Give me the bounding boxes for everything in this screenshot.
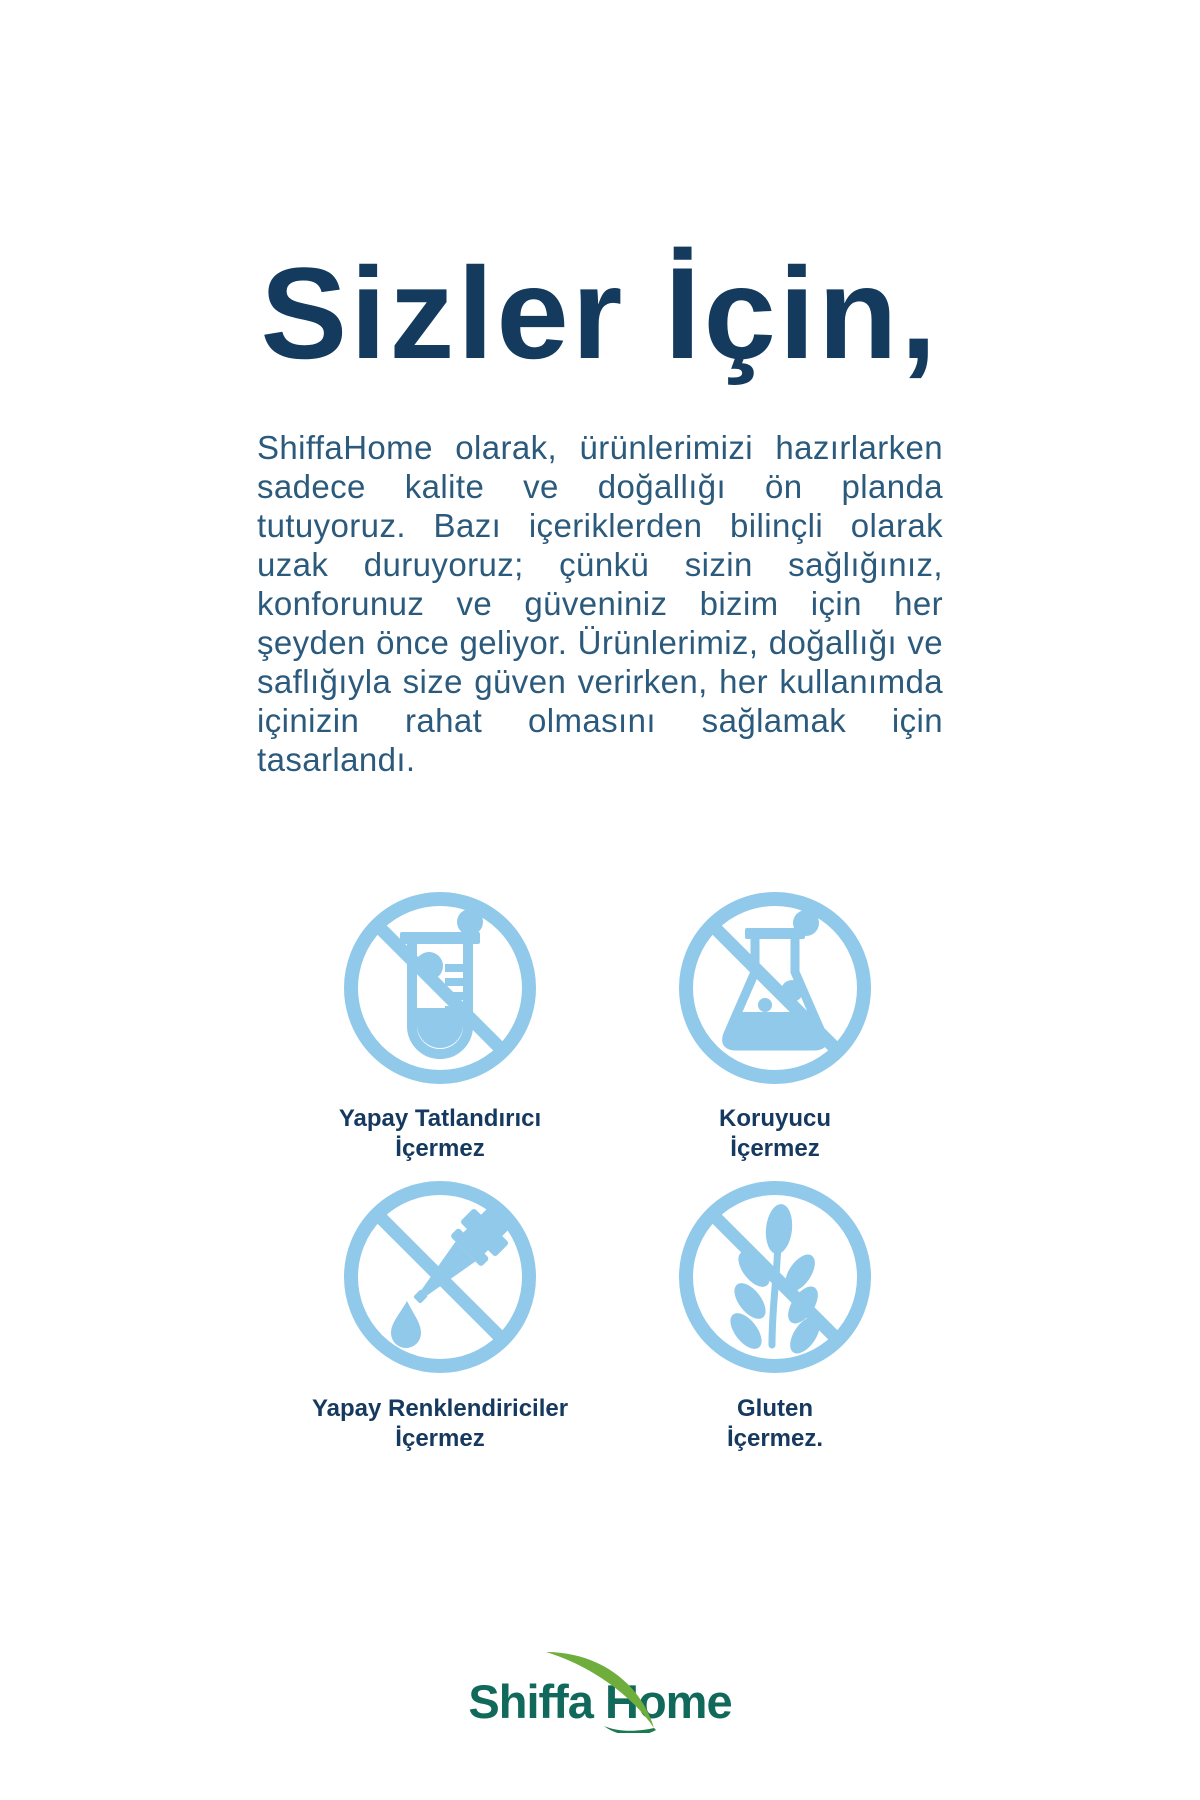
intro-paragraph: ShiffaHome olarak, ürünlerimizi hazırlarken sadece kalite ve doğallığı ön planda tutuyoruz. Bazı içeriklerden bilinçli olarak uzak duruyoruz; çünkü sizin sağlığınız, konforunuz ve güveniniz bizim için her şeyden önce geliyor. Ürünlerimiz, doğallığı ve saflığıyla size güven verirken, her kullanımda içinizin rahat olmasını sağlamak için tasarlandı. (257, 429, 943, 778)
badge-label-line: Yapay Renklendiriciler (311, 1395, 569, 1422)
badge-label-line: İçermez (395, 1135, 485, 1162)
badge-label-no-artificial-colorant (260, 1394, 620, 1454)
badge-label-gluten-free (595, 1394, 955, 1454)
badge-label-line: Yapay Tatlandırıcı (338, 1105, 542, 1132)
no-artificial-colorant-icon (340, 1177, 540, 1377)
badge-label-line: İçermez (730, 1135, 820, 1162)
leaf-swoosh-icon (540, 1648, 670, 1733)
no-gluten-icon (675, 1177, 875, 1377)
badge-label-line: Gluten (737, 1395, 813, 1422)
page-title: Sizler İçin, (260, 240, 940, 386)
badge-label-line: İçermez (395, 1425, 485, 1452)
brand-logo-text: Shiffa Home (468, 1675, 732, 1728)
badge-label-line: İçermez. (726, 1425, 824, 1452)
badge-label-no-preservative (595, 1104, 955, 1164)
badge-label-line: Koruyucu (718, 1105, 831, 1132)
badge-label-no-artificial-sweetener (260, 1104, 620, 1164)
no-preservative-icon (675, 888, 875, 1088)
no-artificial-sweetener-icon (340, 888, 540, 1088)
